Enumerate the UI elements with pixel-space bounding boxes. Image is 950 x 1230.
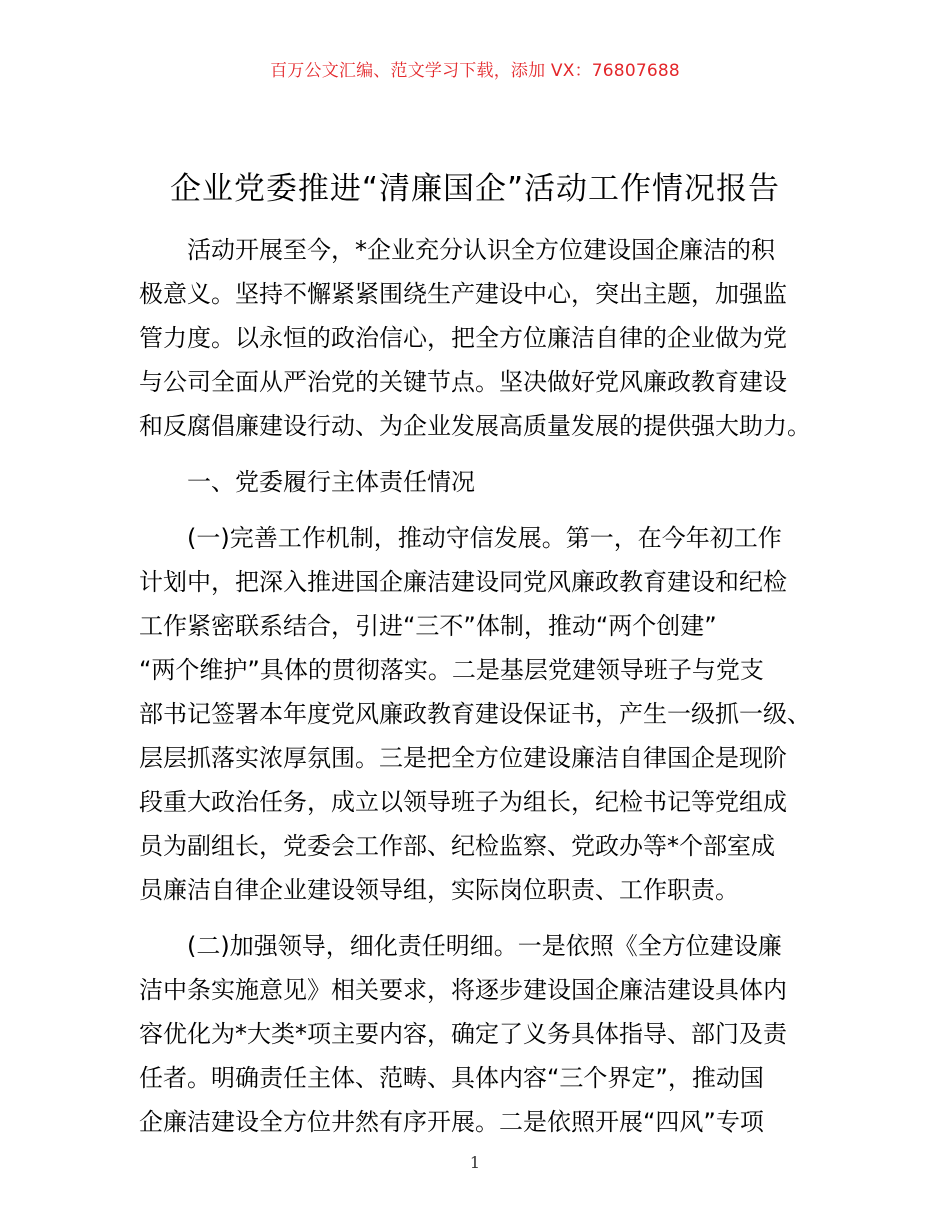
text-line: 任者。明确责任主体、范畴、具体内容“三个界定”，推动国 (139, 1064, 764, 1092)
text-line: 活动开展至今，*企业充分认识全方位建设国企廉洁的积 (187, 236, 775, 264)
text-line: (一)完善工作机制，推动守信发展。第一，在今年初工作 (187, 524, 782, 552)
text-line: 员为副组长，党委会工作部、纪检监察、党政办等*个部室成 (139, 832, 775, 860)
section-heading-text: 一、党委履行主体责任情况 (187, 468, 475, 496)
text-line: “两个维护”具体的贯彻落实。二是基层党建领导班子与党支 (139, 656, 764, 684)
page-number: 1 (469, 1153, 481, 1172)
text-line: 部书记签署本年度党风廉政教育建设保证书，产生一级抓一级、 (139, 700, 811, 728)
document-title: 企业党委推进“清廉国企”活动工作情况报告 (169, 171, 781, 207)
paragraph-section-1-1 (139, 516, 819, 912)
text-line: 管力度。以永恒的政治信心，把全方位廉洁自律的企业做为党 (139, 324, 787, 352)
text-line: 工作紧密联系结合，引进“三不”体制，推动“两个创建” (139, 612, 717, 640)
text-line: 容优化为*大类*项主要内容，确定了义务具体指导、部门及责 (139, 1020, 787, 1048)
text-line: 和反腐倡廉建设行动、为企业发展高质量发展的提供强大助力。 (139, 412, 811, 440)
text-line: 洁中条实施意见》相关要求，将逐步建设国企廉洁建设具体内 (139, 976, 787, 1004)
text-line: 层层抓落实浓厚氛围。三是把全方位建设廉洁自律国企是现阶 (139, 744, 787, 772)
text-line: (二)加强领导，细化责任明细。一是依照《全方位建设廉 (187, 932, 782, 960)
text-line: 员廉洁自律企业建设领导组，实际岗位职责、工作职责。 (139, 876, 739, 904)
text-line: 与公司全面从严治党的关键节点。坚决做好党风廉政教育建设 (139, 368, 787, 396)
header-watermark-note: 百万公文汇编、范文学习下载，添加 VX：76807688 (270, 61, 680, 81)
text-line: 企廉洁建设全方位井然有序开展。二是依照开展“四风”专项 (139, 1108, 764, 1136)
document-body (139, 228, 819, 1144)
text-line: 计划中，把深入推进国企廉洁建设同党风廉政教育建设和纪检 (139, 568, 787, 596)
section-heading-1 (139, 460, 819, 504)
paragraph-section-1-2 (139, 924, 819, 1144)
text-line: 段重大政治任务，成立以领导班子为组长，纪检书记等党组成 (139, 788, 787, 816)
paragraph-intro (139, 228, 819, 448)
text-line: 极意义。坚持不懈紧紧围绕生产建设中心，突出主题，加强监 (139, 280, 787, 308)
